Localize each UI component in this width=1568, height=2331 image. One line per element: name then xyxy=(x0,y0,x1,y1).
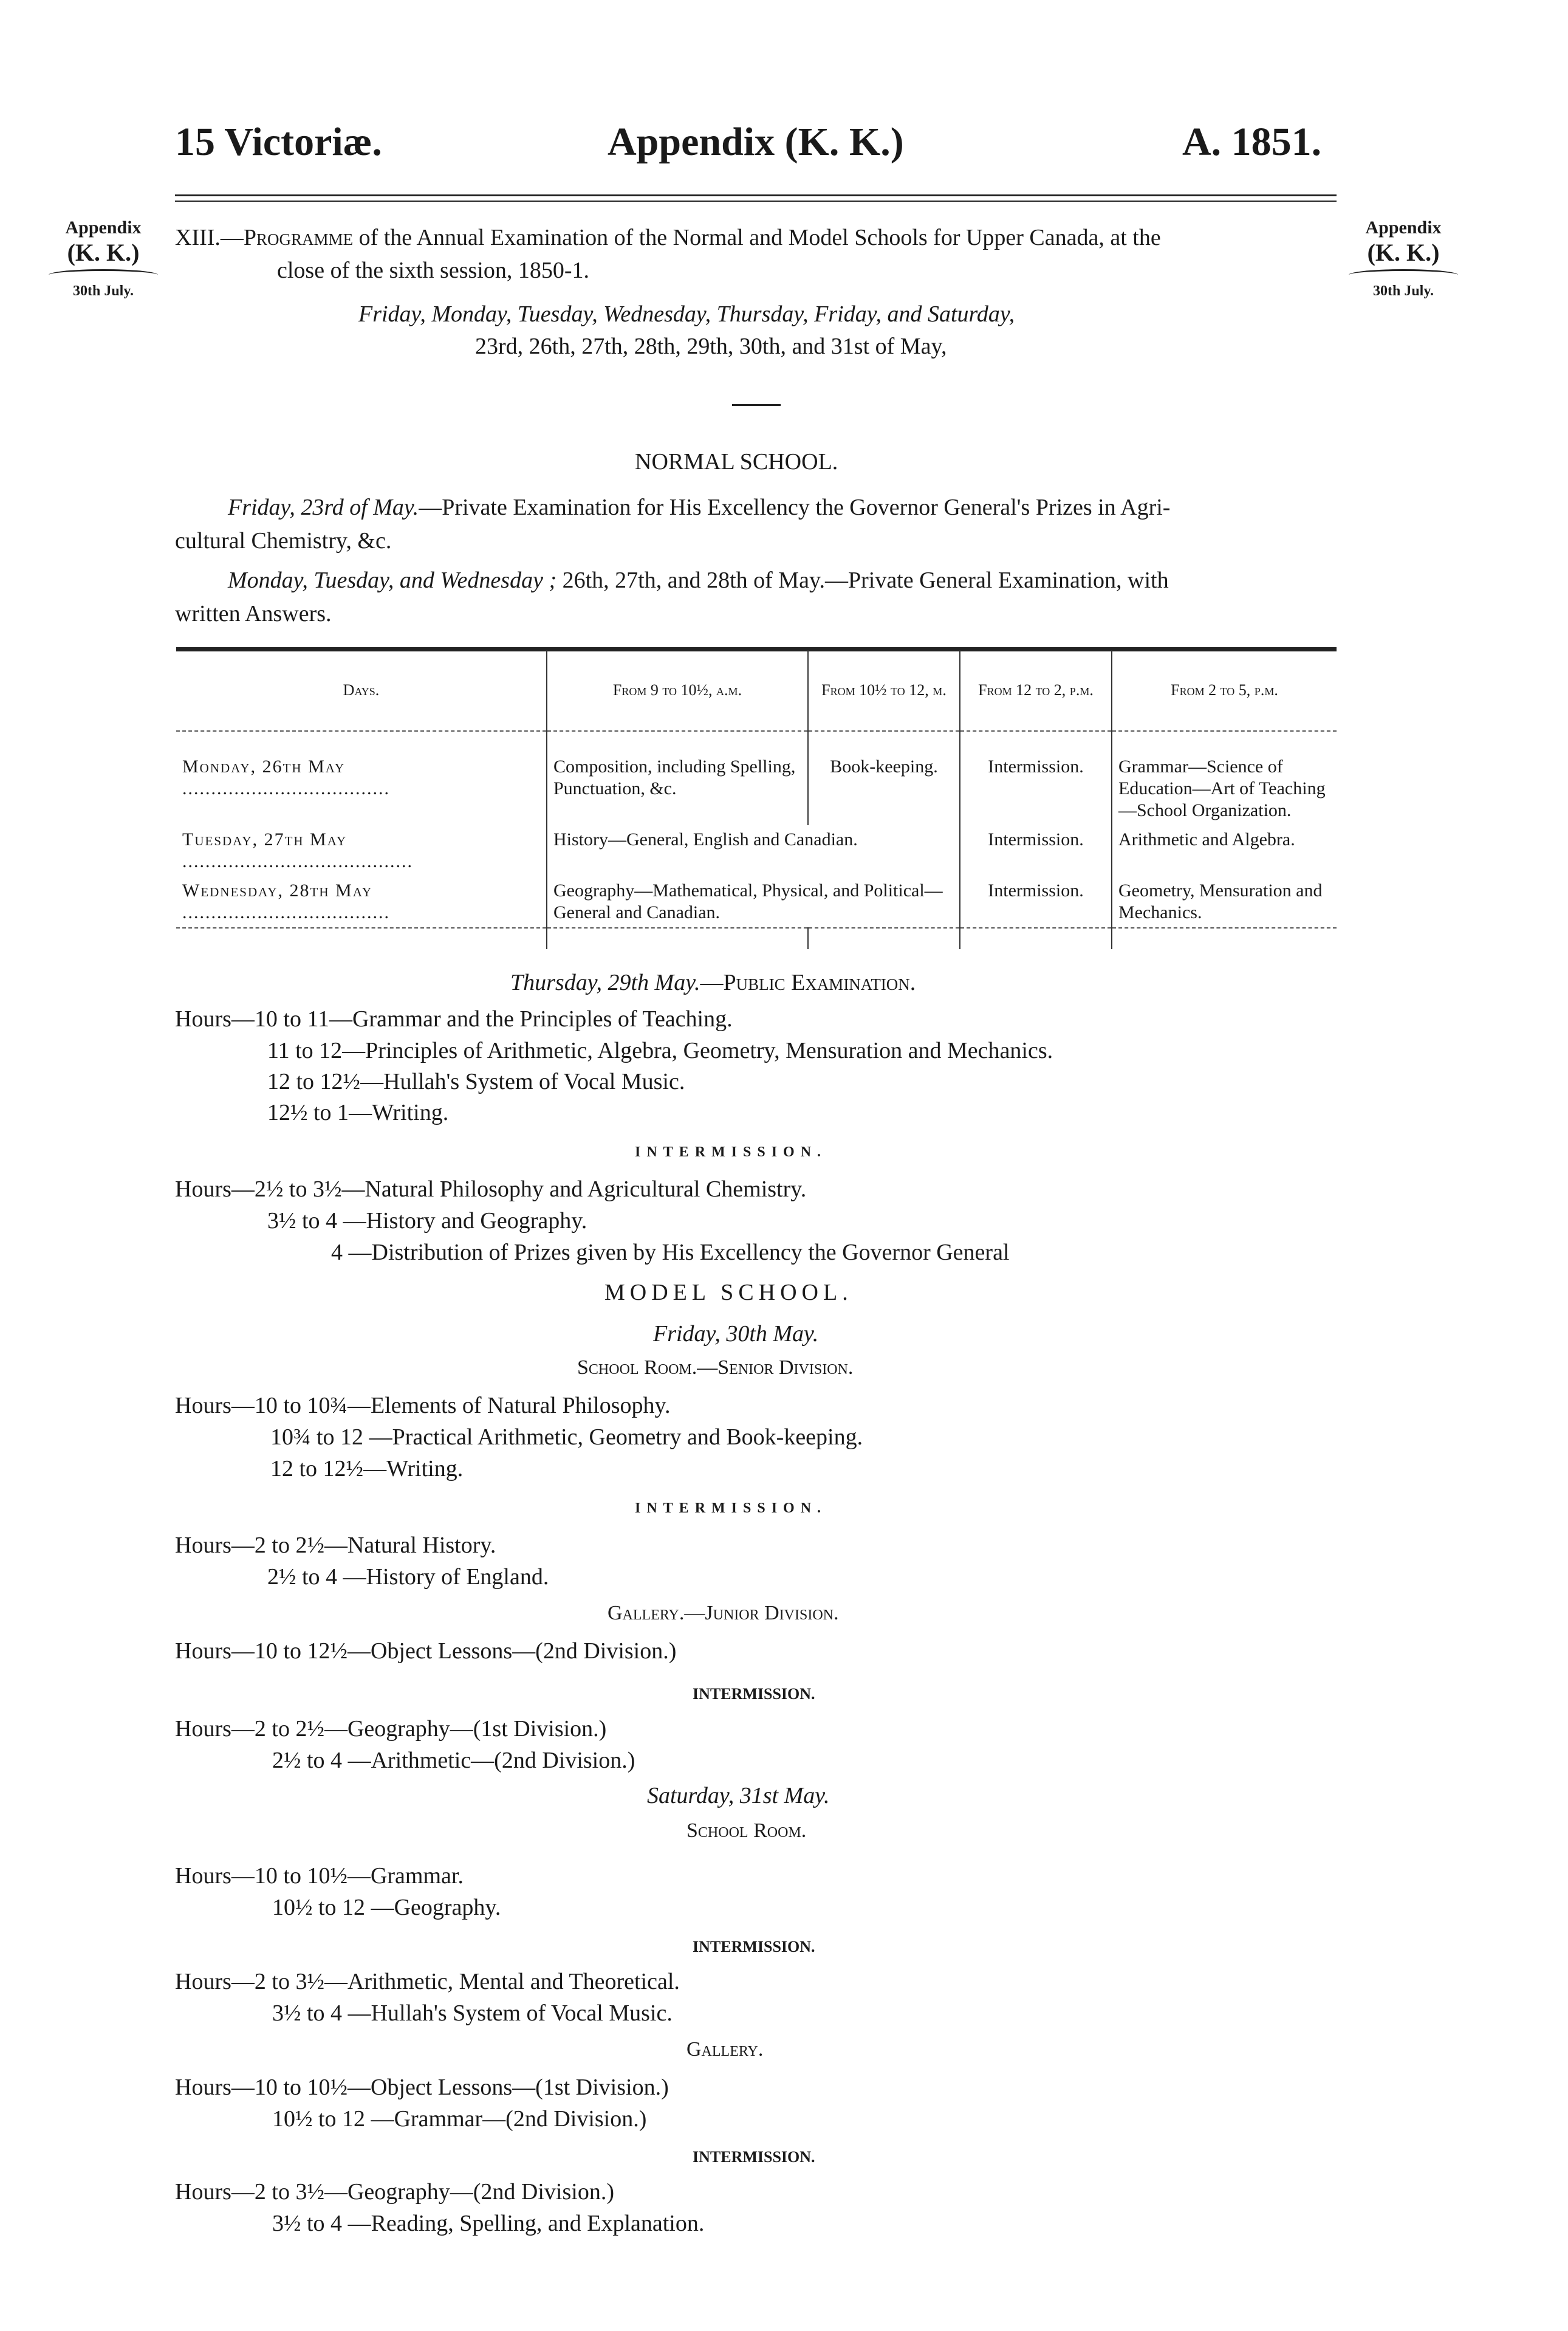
row-cell: Book-keeping. xyxy=(808,752,960,825)
public-pm-1 xyxy=(267,1206,587,1237)
subject: —Principles of Arithmetic, Algebra, Geometry, Mensuration and Mechanics. xyxy=(342,1038,1053,1063)
table-divider xyxy=(176,731,1337,752)
model-friday: Friday, 30th May. xyxy=(653,1321,819,1347)
subject: —Practical Arithmetic, Geometry and Book-keeping. xyxy=(363,1424,863,1450)
subject: —Writing. xyxy=(363,1456,464,1481)
school-room-heading: School Room. xyxy=(686,1819,807,1842)
intermission-label: INTERMISSION. xyxy=(693,1938,815,1955)
normal-p1-cont: cultural Chemistry, &c. xyxy=(175,528,392,554)
subject: —Natural History. xyxy=(324,1533,496,1558)
junior-am-0 xyxy=(175,1636,676,1667)
time: Hours—10 to 11 xyxy=(175,1006,330,1032)
senior-pm-0 xyxy=(175,1530,496,1561)
intermission-label: INTERMISSION. xyxy=(693,1685,815,1703)
brace-mark xyxy=(1349,269,1458,281)
subject: —Hullah's System of Vocal Music. xyxy=(360,1069,685,1094)
sat-pm-0 xyxy=(175,1966,680,1997)
public-exam-label: —Public Examination. xyxy=(700,970,916,995)
margin-date: 30th July. xyxy=(1372,283,1434,299)
normal-p1-text: —Private Examination for His Excellency the Governor General's Prizes in Agri- xyxy=(419,495,1171,520)
junior-division-heading: Gallery.—Junior Division. xyxy=(608,1602,839,1624)
time: 2½ to 4 xyxy=(267,1564,338,1590)
senior-pm-1 xyxy=(267,1562,549,1593)
public-am-0 xyxy=(175,1004,733,1035)
public-pm-0 xyxy=(175,1174,806,1205)
intro-dates: 23rd, 26th, 27th, 28th, 29th, 30th, and 31st of May, xyxy=(475,334,947,359)
time: Hours—2 to 2½ xyxy=(175,1716,324,1742)
gal-am-0 xyxy=(175,2072,669,2103)
public-exam-date: Thursday, 29th May. xyxy=(510,970,700,995)
normal-p2-cont: written Answers. xyxy=(175,601,332,627)
normal-p1 xyxy=(228,492,1170,523)
senior-am-2 xyxy=(270,1454,463,1485)
margin-kk-label: (K. K.) xyxy=(67,238,140,266)
time: 10½ to 12 xyxy=(272,2106,366,2132)
header-rule-top xyxy=(175,194,1337,196)
time: 10½ to 12 xyxy=(272,1895,366,1920)
subject: —Geography—(1st Division.) xyxy=(324,1716,607,1742)
margin-appendix-label: Appendix xyxy=(1365,218,1442,238)
subject: —Reading, Spelling, and Explanation. xyxy=(342,2211,705,2236)
time: 10¾ to 12 xyxy=(270,1424,364,1450)
row-day: Monday, 26th May .................................... xyxy=(182,757,390,798)
intermission-label: INTERMISSION. xyxy=(635,1144,827,1160)
subject: —Object Lessons—(2nd Division.) xyxy=(347,1638,677,1664)
col-header-2-5: From 2 to 5, p.m. xyxy=(1112,650,1337,731)
time: 3½ to 4 xyxy=(272,2211,343,2236)
time: Hours—10 to 10½ xyxy=(175,2075,347,2100)
sat-am-1 xyxy=(272,1892,501,1923)
senior-am-0 xyxy=(175,1390,671,1421)
table-row xyxy=(176,825,1337,876)
junior-pm-0 xyxy=(175,1714,606,1745)
header-appendix: Appendix (K. K.) xyxy=(608,120,904,164)
row-cell: Intermission. xyxy=(960,825,1112,876)
intermission-label: INTERMISSION. xyxy=(635,1500,827,1516)
subject: —Grammar and the Principles of Teaching. xyxy=(329,1006,733,1032)
subject: —Elements of Natural Philosophy. xyxy=(347,1393,671,1418)
subject: —Grammar. xyxy=(347,1863,464,1889)
intro-line2: close of the sixth session, 1850-1. xyxy=(277,258,590,283)
row-day: Tuesday, 27th May ........................................ xyxy=(182,829,413,871)
row-cell: History—General, English and Canadian. xyxy=(547,825,960,876)
subject: —Arithmetic—(2nd Division.) xyxy=(342,1748,635,1773)
subject: —Grammar—(2nd Division.) xyxy=(365,2106,647,2132)
subject: —Writing. xyxy=(349,1100,449,1125)
subject: —Natural Philosophy and Agricultural Chemistry. xyxy=(341,1176,807,1202)
normal-school-heading: NORMAL SCHOOL. xyxy=(635,449,838,475)
col-header-10-12: From 10½ to 12, m. xyxy=(808,650,960,731)
table-row xyxy=(176,876,1337,928)
row-cell: Composition, including Spelling, Punctuation, &c. xyxy=(547,752,808,825)
row-day: Wednesday, 28th May .................................... xyxy=(182,881,390,922)
header-rule-bottom xyxy=(175,201,1337,202)
row-cell: Geometry, Mensuration and Mechanics. xyxy=(1112,876,1337,928)
time: 11 to 12 xyxy=(267,1038,343,1063)
subject: —Geography. xyxy=(365,1895,501,1920)
time: 12 to 12½ xyxy=(270,1456,364,1481)
public-am-1 xyxy=(267,1035,1053,1066)
col-header-days: Days. xyxy=(343,681,380,699)
time: 12½ to 1 xyxy=(267,1100,349,1125)
time: Hours—10 to 10½ xyxy=(175,1863,347,1889)
time: Hours—10 to 12½ xyxy=(175,1638,347,1664)
time: Hours—2 to 3½ xyxy=(175,2179,324,2205)
schedule-table xyxy=(176,650,1337,949)
time: 3½ to 4 xyxy=(272,2000,343,2026)
time: Hours—10 to 10¾ xyxy=(175,1393,347,1418)
gallery-heading: Gallery. xyxy=(686,2038,764,2061)
table-header-row xyxy=(176,650,1337,731)
margin-kk-label: (K. K.) xyxy=(1367,238,1440,266)
time: Hours—2 to 2½ xyxy=(175,1533,324,1558)
subject: —History and Geography. xyxy=(337,1208,587,1234)
margin-note-right xyxy=(1343,218,1464,300)
senior-am-1 xyxy=(270,1422,863,1453)
col-header-12-2: From 12 to 2, p.m. xyxy=(960,650,1112,731)
row-cell: Intermission. xyxy=(960,876,1112,928)
row-cell: Arithmetic and Algebra. xyxy=(1112,825,1337,876)
public-exam-heading xyxy=(510,967,916,998)
normal-p2-text: 26th, 27th, and 28th of May.—Private General Examination, with xyxy=(556,568,1169,593)
subject: —Distribution of Prizes given by His Excellency the Governor General xyxy=(343,1240,1010,1265)
intro-line1 xyxy=(175,222,1161,253)
public-am-2 xyxy=(267,1066,685,1097)
time: 3½ to 4 xyxy=(267,1208,338,1234)
subject: —History of England. xyxy=(337,1564,549,1590)
programme-word: Programme xyxy=(243,225,354,250)
normal-p1-date: Friday, 23rd of May. xyxy=(228,495,419,520)
subject: —Object Lessons—(1st Division.) xyxy=(347,2075,669,2100)
margin-note-left xyxy=(43,218,164,300)
table-row xyxy=(176,752,1337,825)
subject: —Geography—(2nd Division.) xyxy=(324,2179,614,2205)
junior-pm-1 xyxy=(272,1745,635,1776)
model-school-heading: MODEL SCHOOL. xyxy=(604,1280,853,1305)
sat-pm-1 xyxy=(272,1998,673,2029)
margin-date: 30th July. xyxy=(72,283,134,299)
header-year: A. 1851. xyxy=(1182,120,1322,164)
time: 4 xyxy=(331,1240,343,1265)
normal-p2 xyxy=(228,565,1169,596)
gal-am-1 xyxy=(272,2104,646,2135)
section-divider xyxy=(732,404,781,406)
section-number: XIII.— xyxy=(175,225,244,250)
row-cell: Intermission. xyxy=(960,752,1112,825)
subject: —Arithmetic, Mental and Theoretical. xyxy=(324,1969,680,1994)
senior-division-heading: School Room.—Senior Division. xyxy=(577,1356,854,1379)
normal-p2-days: Monday, Tuesday, and Wednesday ; xyxy=(228,568,557,593)
gal-pm-1 xyxy=(272,2208,704,2239)
sat-am-0 xyxy=(175,1861,464,1892)
row-cell: Geography—Mathematical, Physical, and Political—General and Canadian. xyxy=(547,876,960,928)
intermission-label: INTERMISSION. xyxy=(693,2148,815,2166)
brace-mark xyxy=(49,269,158,281)
public-pm-2 xyxy=(331,1237,1010,1268)
intro-text: of the Annual Examination of the Normal and Model Schools for Upper Canada, at the xyxy=(353,225,1161,250)
table-bottom-divider xyxy=(176,928,1337,949)
public-am-3 xyxy=(267,1097,448,1128)
header-session: 15 Victoriæ. xyxy=(175,120,382,164)
time: 12 to 12½ xyxy=(267,1069,361,1094)
subject: —Hullah's System of Vocal Music. xyxy=(342,2000,673,2026)
intro-days: Friday, Monday, Tuesday, Wednesday, Thursday, Friday, and Saturday, xyxy=(358,301,1015,327)
time: Hours—2 to 3½ xyxy=(175,1969,324,1994)
model-saturday: Saturday, 31st May. xyxy=(647,1783,830,1808)
margin-appendix-label: Appendix xyxy=(65,218,142,238)
time: 2½ to 4 xyxy=(272,1748,343,1773)
row-cell: Grammar—Science of Education—Art of Teaching—School Organization. xyxy=(1112,752,1337,825)
time: Hours—2½ to 3½ xyxy=(175,1176,342,1202)
gal-pm-0 xyxy=(175,2177,614,2208)
col-header-9-10: From 9 to 10½, a.m. xyxy=(547,650,808,731)
